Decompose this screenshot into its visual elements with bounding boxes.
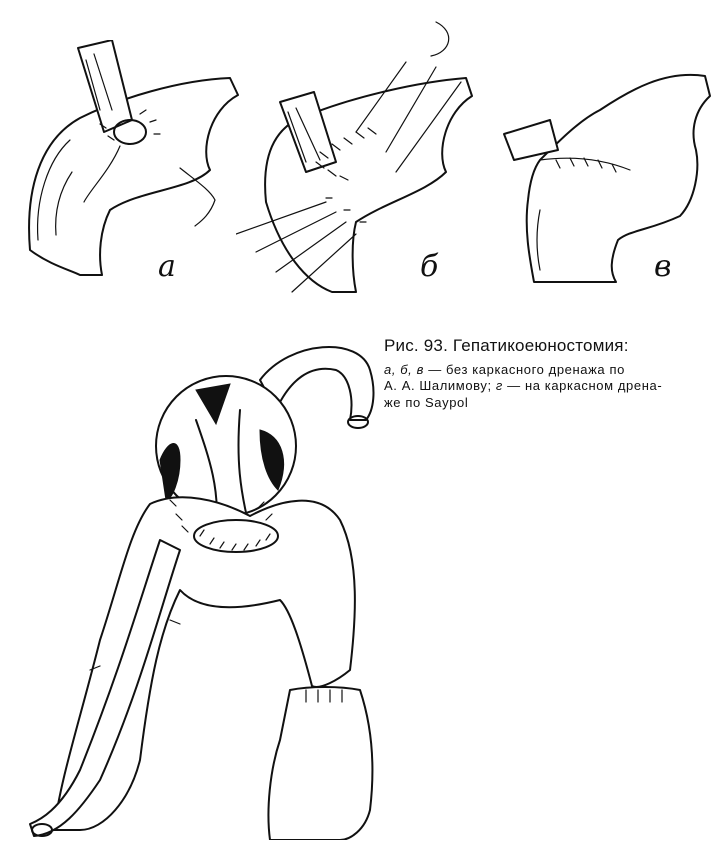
caption-line1-prefix: а, б, в [384, 362, 424, 377]
caption-line2: А. А. Шалимову; [384, 378, 492, 394]
caption-line2-text: — на каркасном дрена- [502, 378, 663, 394]
caption-line3: же по Saypol [384, 394, 469, 410]
figure-panel-g [20, 340, 390, 840]
figure-caption [384, 336, 720, 411]
panel-b-label: б [420, 249, 439, 284]
caption-title: Рис. 93. Гепатикоеюностомия: [384, 336, 629, 355]
caption-line2-prefix: г [491, 378, 503, 394]
panel-v-label: в [654, 249, 672, 284]
caption-line1-text: — без каркасного дренажа по [423, 362, 625, 377]
figure-panel-v [500, 60, 720, 290]
caption-body [384, 362, 720, 411]
panel-a-label: а [158, 249, 176, 284]
figure-panel-b [236, 12, 496, 302]
figure-panel-a [20, 40, 250, 284]
